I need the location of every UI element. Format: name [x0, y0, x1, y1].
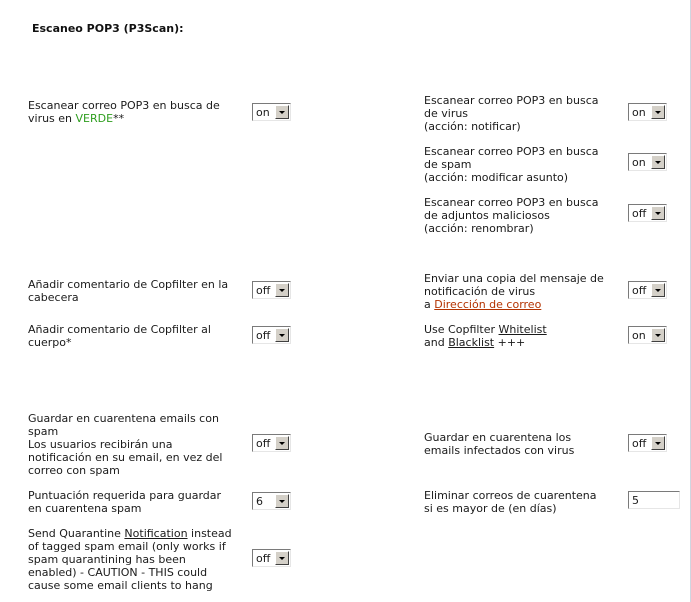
select-value: off: [256, 329, 271, 342]
label-line: spam quarantining has been: [28, 553, 186, 566]
label-line: de adjuntos maliciosos: [424, 209, 550, 222]
comment-body-select[interactable]: [252, 326, 291, 344]
chevron-down-icon[interactable]: [275, 494, 289, 508]
label-line: notificación en su email, en vez del: [28, 451, 223, 464]
label-text: Use Copfilter: [424, 323, 499, 336]
label-text: a: [424, 298, 435, 311]
select-value: off: [256, 284, 271, 297]
label-text: virus en: [28, 112, 76, 125]
select-value: on: [632, 156, 646, 169]
whitelist-label: [424, 323, 547, 349]
label-line: Añadir comentario de Copfilter en la: [28, 278, 229, 291]
scan-virus-select[interactable]: [252, 103, 291, 121]
quarantine-virus-label: [424, 431, 574, 457]
label-line: spam: [28, 425, 59, 438]
blacklist-link[interactable]: Blacklist: [448, 336, 495, 349]
label-line: Añadir comentario de Copfilter al: [28, 323, 211, 336]
label-line: Eliminar correos de cuarentena: [424, 489, 597, 502]
select-value: on: [632, 329, 646, 342]
delete-quarantine-label: [424, 489, 597, 515]
label-line: cause some email clients to hang: [28, 579, 213, 592]
label-line: Los usuarios recibirán una: [28, 438, 173, 451]
chevron-down-icon[interactable]: [275, 105, 289, 119]
scan-spam-label: [424, 145, 598, 184]
label-line: de virus: [424, 107, 469, 120]
label-text: instead: [187, 527, 232, 540]
spam-score-label: [28, 489, 221, 515]
email-address-link[interactable]: Dirección de correo: [434, 298, 542, 311]
label-line: (acción: renombrar): [424, 222, 534, 235]
comment-body-label: [28, 323, 211, 349]
select-value: on: [632, 106, 646, 119]
notification-link[interactable]: Notification: [124, 527, 188, 540]
chevron-down-icon[interactable]: [275, 436, 289, 450]
label-line: enabled) - CAUTION - THIS could: [28, 566, 208, 579]
label-line: notificación de virus: [424, 285, 536, 298]
label-line: de spam: [424, 158, 472, 171]
label-line: emails infectados con virus: [424, 444, 575, 457]
spam-score-select[interactable]: [252, 492, 291, 510]
chevron-down-icon[interactable]: [275, 551, 289, 565]
select-value: off: [632, 284, 647, 297]
scan-attachments-select[interactable]: [628, 204, 667, 222]
label-line: (acción: notificar): [424, 120, 521, 133]
label-line: Escanear correo POP3 en busca: [424, 94, 599, 107]
label-line: Enviar una copia del mensaje de: [424, 272, 604, 285]
select-value: off: [256, 552, 271, 565]
verde-text: VERDE: [75, 112, 114, 125]
select-value: on: [256, 106, 270, 119]
label-line: Escanear correo POP3 en busca de: [28, 99, 220, 112]
quarantine-spam-select[interactable]: [252, 434, 291, 452]
section-title: Escaneo POP3 (P3Scan):: [32, 22, 184, 35]
chevron-down-icon[interactable]: [651, 206, 665, 220]
chevron-down-icon[interactable]: [651, 328, 665, 342]
comment-header-select[interactable]: [252, 281, 291, 299]
whitelist-link[interactable]: Whitelist: [498, 323, 547, 336]
scan-attachments-label: [424, 196, 598, 235]
delete-quarantine-days-input[interactable]: 5: [628, 491, 680, 509]
select-value: off: [256, 437, 271, 450]
label-line: (acción: modificar asunto): [424, 171, 569, 184]
quarantine-notification-select[interactable]: [252, 549, 291, 567]
send-copy-label: [424, 272, 604, 311]
whitelist-select[interactable]: [628, 326, 667, 344]
label-text: +++: [494, 336, 526, 349]
label-line: Guardar en cuarentena emails con: [28, 412, 219, 425]
select-value: off: [632, 437, 647, 450]
chevron-down-icon[interactable]: [275, 328, 289, 342]
label-line: Escanear correo POP3 en busca: [424, 145, 599, 158]
scan-virus-notify-select[interactable]: [628, 103, 667, 121]
label-line: en cuarentena spam: [28, 502, 142, 515]
label-line: Guardar en cuarentena los: [424, 431, 572, 444]
quarantine-virus-select[interactable]: [628, 434, 667, 452]
comment-header-label: [28, 278, 228, 304]
chevron-down-icon[interactable]: [651, 283, 665, 297]
quarantine-spam-label: [28, 412, 222, 477]
select-value: 6: [256, 495, 263, 508]
label-line: si es mayor de (en días): [424, 502, 557, 515]
label-line: correo con spam: [28, 464, 120, 477]
send-copy-select[interactable]: [628, 281, 667, 299]
label-line: cuerpo*: [28, 336, 72, 349]
scan-virus-label: [28, 99, 220, 125]
label-line: Escanear correo POP3 en busca: [424, 196, 599, 209]
label-text: Send Quarantine: [28, 527, 125, 540]
scan-virus-notify-label: [424, 94, 598, 133]
quarantine-notification-label: [28, 527, 232, 592]
label-line: of tagged spam email (only works if: [28, 540, 226, 553]
chevron-down-icon[interactable]: [651, 155, 665, 169]
chevron-down-icon[interactable]: [275, 283, 289, 297]
select-value: off: [632, 207, 647, 220]
label-text: and: [424, 336, 449, 349]
scan-spam-select[interactable]: [628, 153, 667, 171]
chevron-down-icon[interactable]: [651, 436, 665, 450]
label-line: cabecera: [28, 291, 79, 304]
chevron-down-icon[interactable]: [651, 105, 665, 119]
label-text: **: [113, 112, 125, 125]
label-line: Puntuación requerida para guardar: [28, 489, 222, 502]
